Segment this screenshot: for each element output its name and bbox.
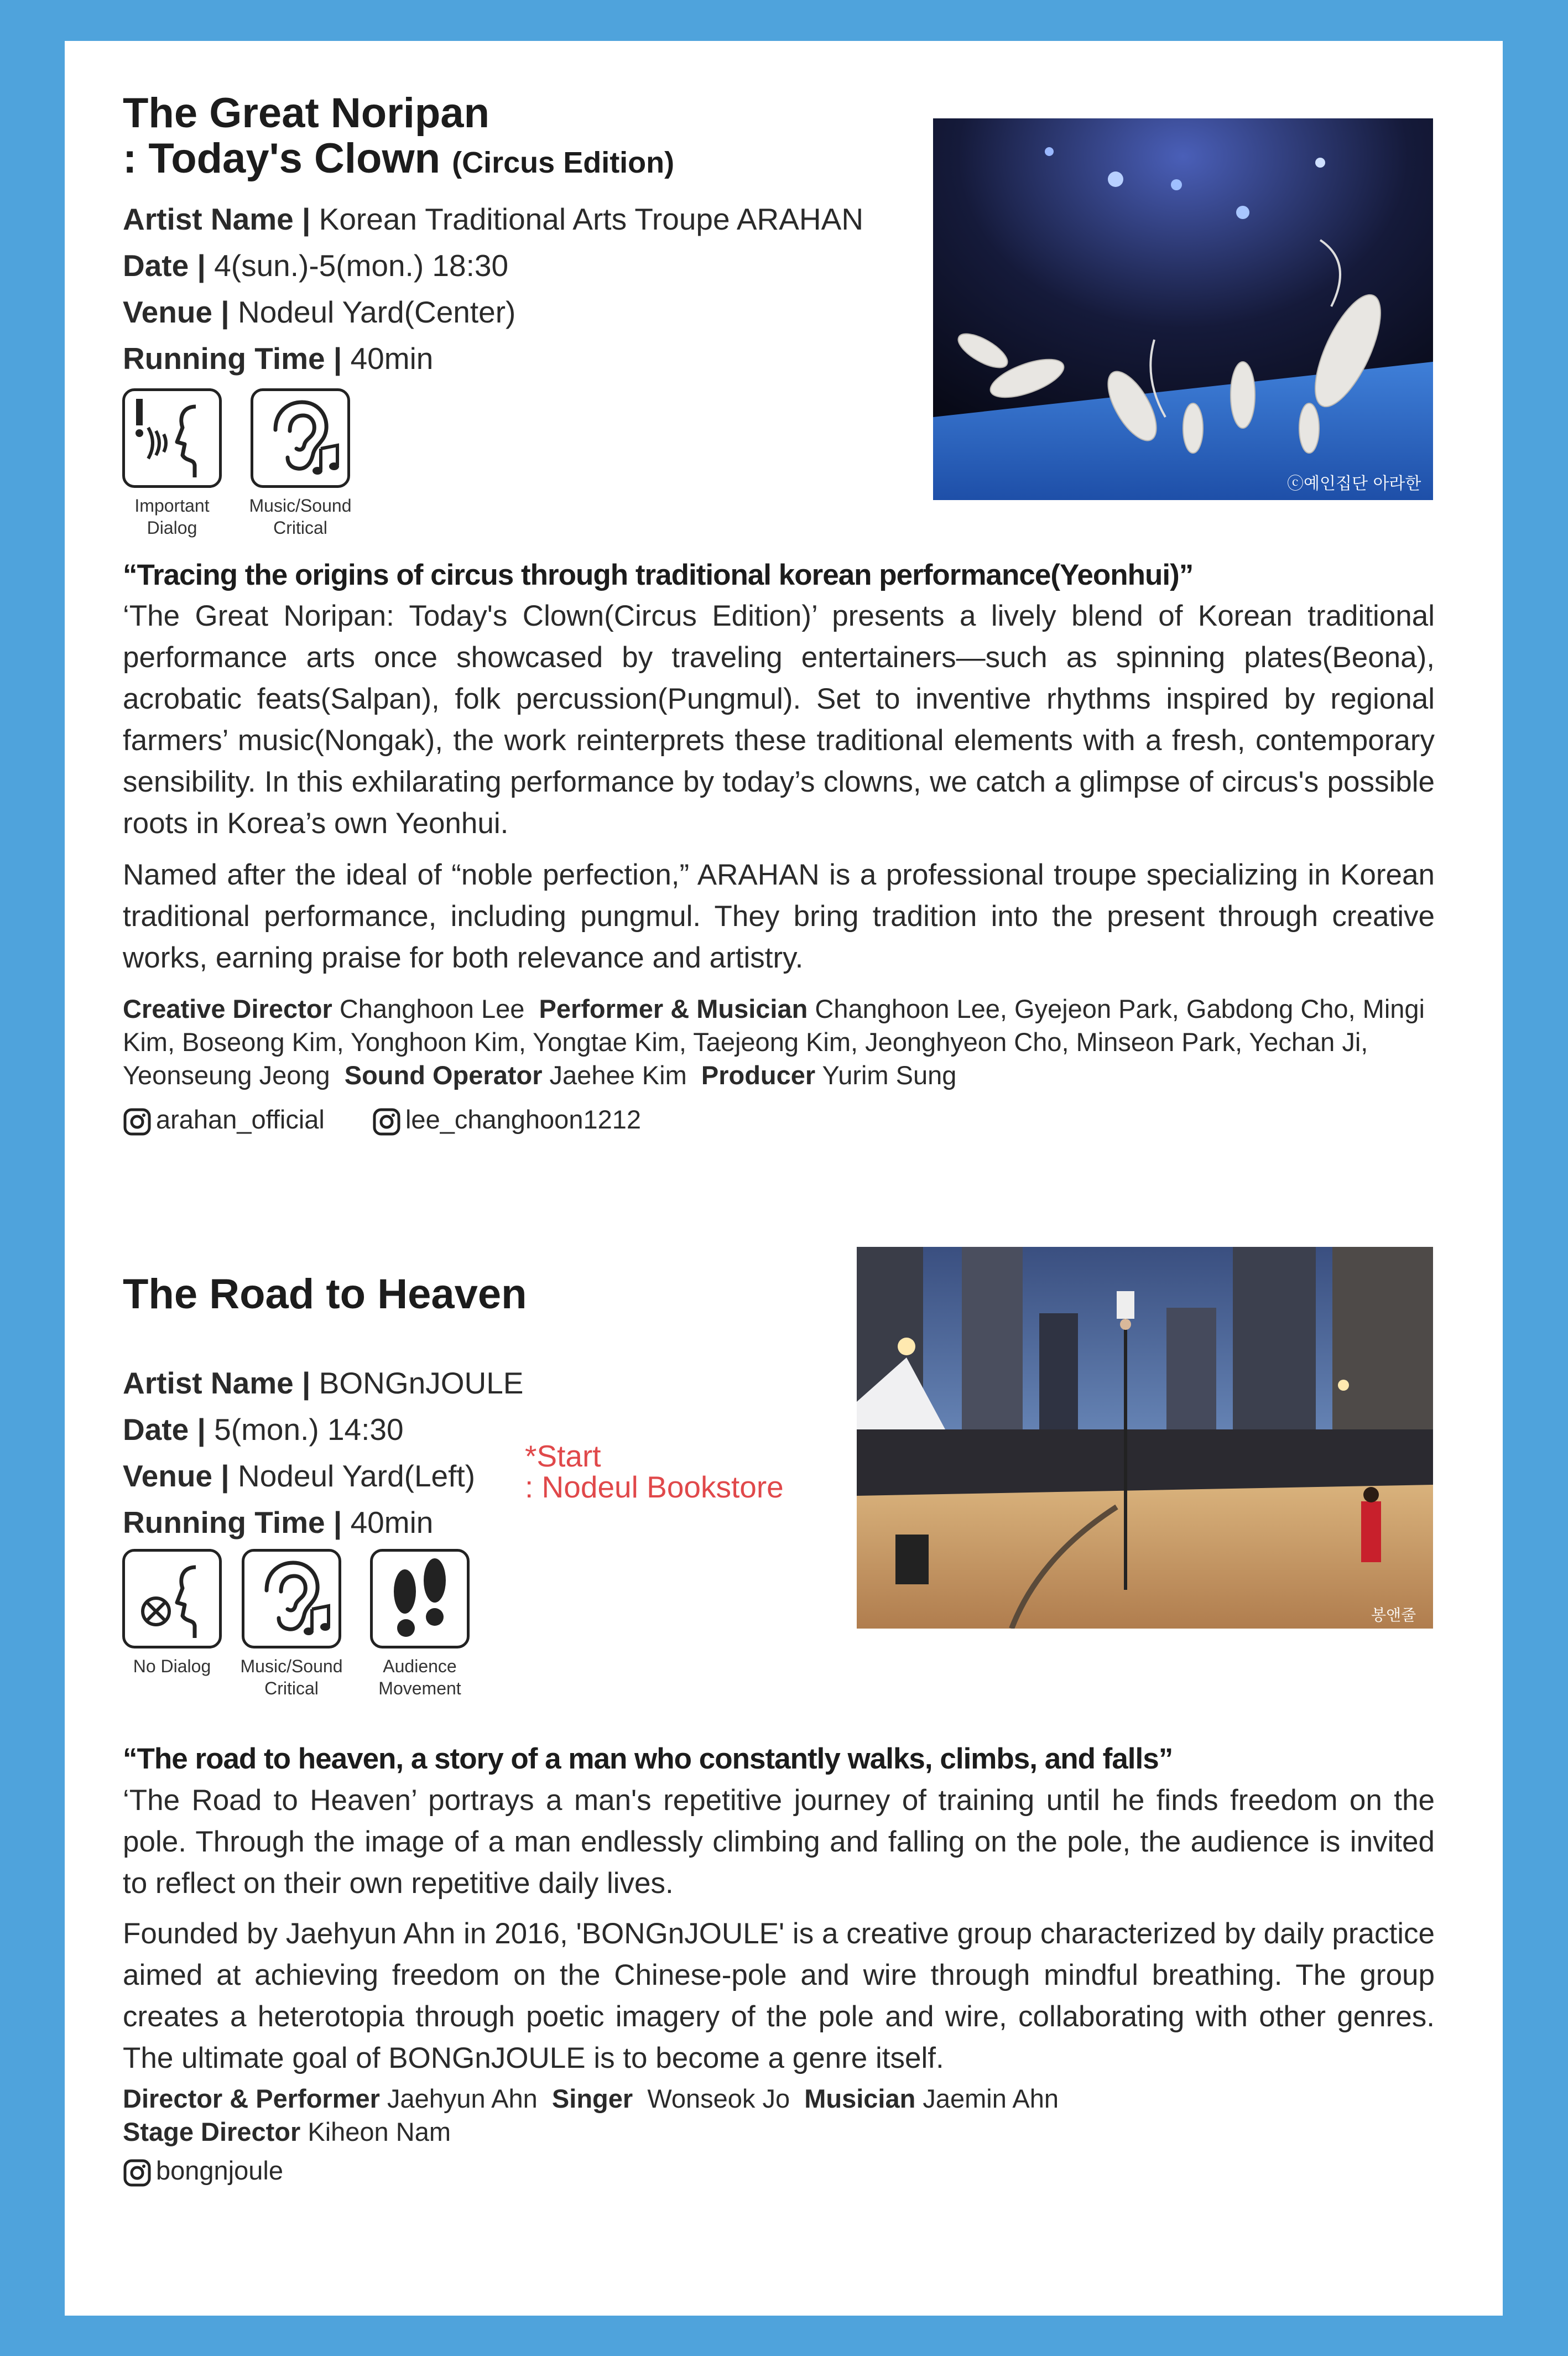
show1-title-line1: The Great Noripan [123,90,489,137]
show1-info [123,196,863,382]
show2-runtime: 40min [350,1505,434,1540]
show1-artist: Korean Traditional Arts Troupe ARAHAN [319,202,864,236]
music-sound-critical-icon [251,388,350,488]
show1-icon2-caption: Music/Sound Critical [249,496,352,538]
show2-title: The Road to Heaven [123,1271,527,1318]
show1-credits: Creative Director Changhoon Lee Performer & Musician Changhoon Lee, Gyejeon Park, Gabdong Cho, Mingi Kim, Boseong Kim, Yonghoon Kim, Yongtae Kim, Taejeong Kim, Jeonghyeon Cho, Minseon Park, Yechan Ji, Yeonseung Jeong Sound Operator Jaehee Kim Producer Yurim Sung [123,994,1425,1090]
show2-runtime-row: Running Time | 40min [123,1505,434,1540]
show2-photo [857,1247,1433,1629]
show1-artist-row: Artist Name | Korean Traditional Arts Troupe ARAHAN [123,202,864,236]
show1-icon1-caption: Important Dialog [134,496,210,538]
start-location-note: *Start : Nodeul Bookstore [525,1439,784,1504]
circus-performance-image [933,118,1433,500]
show2-para1: ‘The Road to Heaven’ portrays a man's repetitive journey of training until he finds freedom on the pole. Through the image of a man endlessly climbing and falling on the pole, the audience is invited to reflect on their own repetitive daily lives. [123,1784,1435,1900]
instagram-icon [123,2159,152,2187]
show2-quote: “The road to heaven, a story of a man who constantly walks, climbs, and falls” [123,1743,1173,1775]
show2-info [123,1360,523,1546]
show2-photo-credit: 봉앤줄 [1371,1606,1416,1624]
audience-movement-icon [370,1549,470,1648]
show1-instagram [123,1103,641,1136]
show1-date-row: Date | 4(sun.)-5(mon.) 18:30 [123,248,509,283]
show2-credits: Director & Performer Jaehyun Ahn Singer Wonseok Jo Musician Jaemin Ahn Stage Director Kiheon Nam [123,2084,1059,2146]
show2-icon3-caption: Audience Movement [378,1656,461,1698]
show1-runtime: 40min [350,341,434,376]
show2-icon1-caption: No Dialog [133,1656,211,1676]
important-dialog-icon [122,388,222,488]
show1-quote: “Tracing the origins of circus through traditional korean performance(Yeonhui)” [123,559,1194,591]
show1-date: 4(sun.)-5(mon.) 18:30 [214,248,509,283]
pole-performance-image [857,1247,1433,1629]
show2-para2: Founded by Jaehyun Ahn in 2016, 'BONGnJOULE' is a creative group characterized by daily practice aimed at achieving freedom on the Chinese-pole and wire through mindful breathing. The group creates a heterotopia through poetic imagery of the pole and wire, collaborating with other genres. The ultimate goal of BONGnJOULE is to become a genre itself. [123,1917,1435,2074]
no-dialog-icon [122,1549,222,1648]
instagram-link-bongnjoule[interactable]: bongnjoule [123,2156,283,2185]
show2-icon2-caption: Music/Sound Critical [240,1656,343,1698]
show2-instagram [123,2154,283,2187]
show2-date-row: Date | 5(mon.) 14:30 [123,1412,404,1447]
show1-title [123,91,674,185]
show2-artist: BONGnJOULE [319,1366,524,1400]
instagram-icon [372,1107,401,1136]
show1-title-line2: : Today's Clown [123,135,441,182]
show1-para1: ‘The Great Noripan: Today's Clown(Circus Edition)’ presents a lively blend of Korean traditional performance arts once showcased by traveling entertainers—such as spinning plates(Beona), acrobatic feats(Salpan), folk percussion(Pungmul). Set to inventive rhythms inspired by regional farmers’ music(Nongak), the work reinterprets these traditional elements with a fresh, contemporary sensibility. In this exhilarating performance by today’s clowns, we catch a glimpse of circus's possible roots in Korea’s own Yeonhui. [123,600,1435,840]
show2-artist-row: Artist Name | BONGnJOULE [123,1366,524,1400]
music-sound-critical-icon [242,1549,341,1648]
show1-venue: Nodeul Yard(Center) [237,295,516,329]
instagram-link-2[interactable]: lee_changhoon1212 [372,1105,641,1134]
show1-para2: Named after the ideal of “noble perfection,” ARAHAN is a professional troupe specializing in Korean traditional performance, including pungmul. They bring tradition into the present through creative works, earning praise for both relevance and artistry. [123,859,1435,974]
show1-runtime-row: Running Time | 40min [123,341,434,376]
show1-photo [933,118,1433,500]
instagram-icon [123,1107,152,1136]
show2-venue: Nodeul Yard(Left) [237,1459,476,1493]
page-card [65,41,1503,2316]
show1-title-suffix: (Circus Edition) [452,146,675,179]
show2-date: 5(mon.) 14:30 [214,1412,404,1447]
show2-venue-row: Venue | Nodeul Yard(Left) [123,1459,476,1493]
instagram-link-1[interactable]: arahan_official [123,1105,332,1134]
show1-venue-row: Venue | Nodeul Yard(Center) [123,295,516,329]
show1-photo-credit: ⓒ예인집단 아라한 [1287,474,1421,493]
